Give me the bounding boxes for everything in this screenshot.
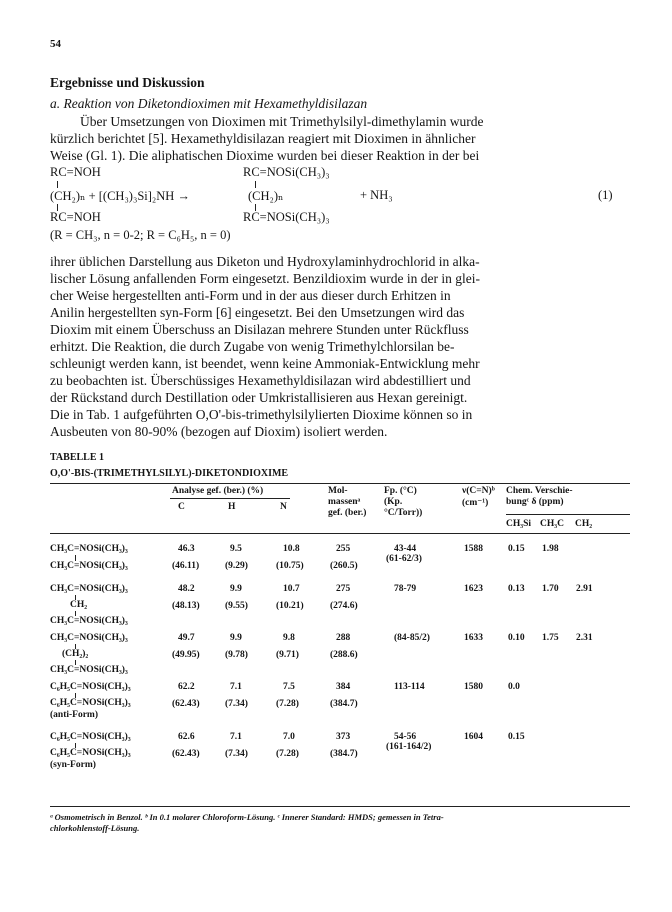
cell-mol-found: 255: [336, 544, 351, 554]
cell-c-found: 62.2: [178, 682, 195, 692]
header-nu-2: (cm⁻¹): [462, 498, 489, 508]
cell-h-found: 7.1: [230, 732, 242, 742]
cell-bp: (61-62/3): [386, 554, 422, 564]
formula-line: (CH₂)₂: [62, 649, 89, 659]
body-line: der Rückstand durch Destillation oder Umkristallisieren aus Hexan gereinigt.: [50, 390, 468, 405]
formula-line: C₆H₅C=NOSi(CH₃)₃: [50, 732, 131, 742]
formula-line: CH₃C=NOSi(CH₃)₃: [50, 544, 128, 554]
header-ch2: CH₂: [575, 519, 593, 529]
cell-ch3c: 1.70: [542, 584, 559, 594]
section-heading: Ergebnisse und Diskussion: [50, 75, 205, 90]
formula-line: C₆H₅C=NOSi(CH₃)₃: [50, 698, 131, 708]
table-bottom-rule: [50, 806, 630, 807]
body-line: ihrer üblichen Darstellung aus Diketon und Hydroxylaminhydrochlorid in alka-: [50, 254, 480, 269]
body-line: erhitzt. Die Reaktion, die durch Zugabe von wenig Trimethylchlorsilan be-: [50, 339, 455, 354]
formula-line: C₆H₅C=NOSi(CH₃)₃: [50, 682, 131, 692]
cell-c-found: 48.2: [178, 584, 195, 594]
body-line: Die in Tab. 1 aufgeführten O,O'-bis-trimethylsilylierten Dioxime können so in: [50, 407, 473, 422]
footnote: ᵃ Osmometrisch in Benzol. ᵇ In 0.1 molarer Chloroform-Lösung. ᶜ Innerer Standard: HMDS; gemessen in Tetra-: [50, 812, 444, 822]
intro-line-2: kürzlich berichtet [5]. Hexamethyldisilazan reagiert mit Dioximen in ähnlicher: [50, 131, 476, 146]
formula-line: CH₃C=NOSi(CH₃)₃: [50, 616, 128, 626]
cell-c-found: 49.7: [178, 633, 195, 643]
cell-c-calc: (48.13): [172, 601, 200, 611]
cell-nu: 1604: [464, 732, 483, 742]
header-n: N: [280, 502, 287, 512]
cell-n-found: 10.8: [283, 544, 300, 554]
table-label: TABELLE 1: [50, 452, 104, 463]
cell-mol-calc: (260.5): [330, 561, 358, 571]
cell-ch3si: 0.0: [508, 682, 520, 692]
cell-nu: 1623: [464, 584, 483, 594]
cell-c-calc: (62.43): [172, 699, 200, 709]
cell-c-found: 46.3: [178, 544, 195, 554]
header-ch3c: CH₃C: [540, 519, 564, 529]
header-bottom-rule: [50, 533, 630, 534]
cell-nu: 1580: [464, 682, 483, 692]
body-line: cher Weise hergestellten anti-Form und in der aus dieser durch Erhitzen in: [50, 288, 451, 303]
cell-mol-found: 288: [336, 633, 351, 643]
formula-line: (syn-Form): [50, 760, 96, 770]
cell-c-calc: (46.11): [172, 561, 200, 571]
cell-ch3si: 0.15: [508, 544, 525, 554]
shift-rule: [506, 514, 630, 515]
cell-mol-found: 373: [336, 732, 351, 742]
cell-n-calc: (10.21): [276, 601, 304, 611]
eq-left-top: RC=NOH: [50, 165, 101, 179]
intro-line-3: Weise (Gl. 1). Die aliphatischen Dioxime wurden bei dieser Reaktion in der bei: [50, 148, 480, 163]
eq-bond: [255, 181, 256, 188]
body-line: Ausbeuten von 80-90% (bezogen auf Dioxim) isoliert werden.: [50, 424, 388, 439]
cell-n-calc: (7.28): [276, 749, 299, 759]
formula-line: CH₃C=NOSi(CH₃)₃: [50, 665, 128, 675]
cell-fp: 113-114: [394, 682, 425, 692]
cell-nu: 1633: [464, 633, 483, 643]
cell-fp: 78-79: [394, 584, 417, 594]
cell-h-found: 9.9: [230, 633, 242, 643]
cell-h-found: 9.5: [230, 544, 242, 554]
cell-mol-calc: (274.6): [330, 601, 358, 611]
cell-bp: (161-164/2): [386, 742, 432, 752]
cell-ch3si: 0.13: [508, 584, 525, 594]
cell-ch2: 2.91: [576, 584, 593, 594]
eq-number: (1): [598, 188, 613, 202]
body-line: zu beobachten ist. Überschüssiges Hexamethyldisilazan wird abdestilliert und: [50, 373, 471, 388]
cell-h-found: 7.1: [230, 682, 242, 692]
cell-h-found: 9.9: [230, 584, 242, 594]
eq-left-mid: (CH₂)ₙ + [(CH₃)₃Si]₂NH →: [50, 189, 190, 203]
body-line: schleunigt werden kann, ist beendet, wenn keine Ammoniak-Entwicklung mehr: [50, 356, 480, 371]
header-nu-1: ν(C=N)ᵇ: [462, 486, 495, 496]
header-mol-1: Mol-: [328, 486, 348, 496]
eq-condition: (R = CH₃, n = 0-2; R = C₆H₅, n = 0): [50, 228, 231, 242]
analysis-rule: [170, 498, 290, 499]
intro-line-1: Über Umsetzungen von Dioximen mit Trimethylsilyl-dimethylamin wurde: [80, 114, 484, 129]
cell-c-calc: (49.95): [172, 650, 200, 660]
cell-fp: 54-56: [394, 732, 417, 742]
header-chem-1: Chem. Verschie-: [506, 486, 573, 496]
cell-mol-calc: (384.7): [330, 699, 358, 709]
body-line: Dioxim mit einem Überschuss an Disilazan mehrere Stunden unter Rückfluss: [50, 322, 469, 337]
cell-mol-found: 384: [336, 682, 351, 692]
formula-line: CH₃C=NOSi(CH₃)₃: [50, 584, 128, 594]
cell-mol-found: 275: [336, 584, 351, 594]
cell-nu: 1588: [464, 544, 483, 554]
cell-mol-calc: (384.7): [330, 749, 358, 759]
formula-line: CH₃C=NOSi(CH₃)₃: [50, 561, 128, 571]
cell-mol-calc: (288.6): [330, 650, 358, 660]
cell-h-calc: (9.29): [225, 561, 248, 571]
table-top-rule: [50, 483, 630, 484]
header-mol-3: gef. (ber.): [328, 508, 367, 518]
cell-ch3si: 0.15: [508, 732, 525, 742]
table-title: O,O'-BIS-(TRIMETHYLSILYL)-DIKETONDIOXIME: [50, 468, 289, 479]
cell-h-calc: (7.34): [225, 699, 248, 709]
eq-bond: [57, 181, 58, 188]
header-analysis: Analyse gef. (ber.) (%): [172, 486, 264, 496]
cell-fp: (84-85/2): [394, 633, 430, 643]
formula-line: (anti-Form): [50, 710, 99, 720]
header-fp-2: (Kp.: [384, 497, 403, 507]
header-h: H: [228, 502, 236, 512]
cell-n-calc: (7.28): [276, 699, 299, 709]
cell-n-calc: (10.75): [276, 561, 304, 571]
footnote-continued: chlorkohlenstoff-Lösung.: [50, 823, 140, 833]
cell-n-calc: (9.71): [276, 650, 299, 660]
formula-line: C₆H₅C=NOSi(CH₃)₃: [50, 748, 131, 758]
cell-fp: 43-44: [394, 544, 417, 554]
formula-line: CH₃C=NOSi(CH₃)₃: [50, 633, 128, 643]
cell-h-calc: (9.78): [225, 650, 248, 660]
eq-right-mid: (CH₂)ₙ: [248, 189, 284, 203]
page-number: 54: [50, 38, 61, 50]
formula-line: CH₂: [70, 600, 88, 610]
subsection-heading: a. Reaktion von Diketondioximen mit Hexamethyldisilazan: [50, 96, 368, 111]
cell-n-found: 9.8: [283, 633, 295, 643]
body-line: lischer Lösung anfallenden Form eingesetzt. Benzildioxim wurde in der in glei-: [50, 271, 481, 286]
header-mol-2: massenᵃ: [328, 497, 361, 507]
header-fp-3: °C/Torr)): [384, 508, 423, 518]
cell-n-found: 7.0: [283, 732, 295, 742]
cell-ch3c: 1.98: [542, 544, 559, 554]
header-c: C: [178, 502, 185, 512]
header-chem-2: bungᶜ δ (ppm): [506, 497, 564, 507]
eq-byproduct: + NH₃: [360, 188, 393, 202]
body-line: Anilin hergestellten syn-Form [6] eingesetzt. Bei den Umsetzungen wird das: [50, 305, 465, 320]
cell-h-calc: (9.55): [225, 601, 248, 611]
cell-h-calc: (7.34): [225, 749, 248, 759]
cell-c-found: 62.6: [178, 732, 195, 742]
cell-ch2: 2.31: [576, 633, 593, 643]
cell-c-calc: (62.43): [172, 749, 200, 759]
eq-right-top: RC=NOSi(CH₃)₃: [243, 165, 330, 179]
eq-right-bot: RC=NOSi(CH₃)₃: [243, 210, 330, 224]
cell-ch3c: 1.75: [542, 633, 559, 643]
cell-n-found: 10.7: [283, 584, 300, 594]
header-fp-1: Fp. (°C): [384, 486, 417, 496]
eq-left-bot: RC=NOH: [50, 210, 101, 224]
cell-n-found: 7.5: [283, 682, 295, 692]
header-ch3si: CH₃Si: [506, 519, 532, 529]
cell-ch3si: 0.10: [508, 633, 525, 643]
